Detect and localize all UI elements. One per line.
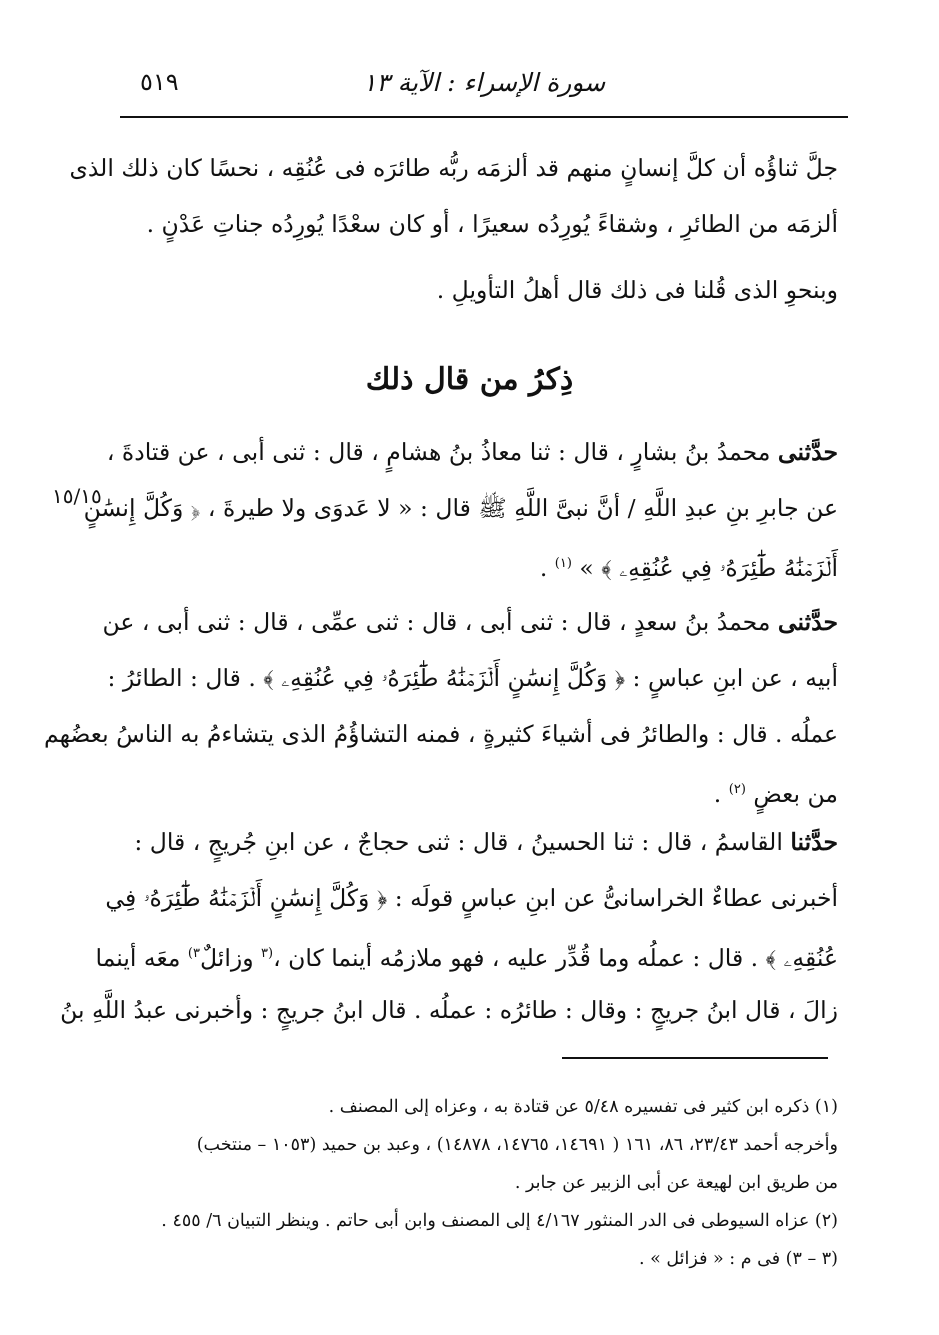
paragraph-2 <box>118 262 838 318</box>
hadith-1 <box>83 424 838 592</box>
footnote-1: (١) ذكره ابن كثير فى تفسيره ٥/٤٨ عن قتادة به ، وعزاه إلى المصنف . <box>328 1097 838 1117</box>
footnote-1-continued: وأخرجه أحمد ٢٣/٤٣، ٨٦، ١٦١ ( ١٤٦٩١، ١٤٧٦٥، ١٤٨٧٨) ، وعبد بن حميد (١٠٥٣ – منتخب) <box>196 1135 838 1155</box>
hadith-3-lead: حدَّثنا <box>790 828 838 856</box>
footnote-3: (٣ – ٣) فى م : « فزائل » . <box>639 1249 838 1269</box>
hadith-3-line-1 <box>118 814 838 870</box>
page-header <box>120 60 848 118</box>
hadith-2-line-2: أبيه ، عن ابنِ عباسٍ : ﴿ وَكُلَّ إِنسَٰنٍ أَلۡزَمۡنَٰهُ طَٰٓئِرَهُۥ فِي عُنُقِهِۦ ﴾ . قال : الطائرُ : <box>107 664 838 692</box>
paragraph-1-line-1: جلَّ ثناؤُه أن كلَّ إنسانٍ منهم قد ألزمَه ربُّه طائرَه فى عُنُقِه ، نحسًا كان ذلك الذى <box>69 154 838 182</box>
hadith-2 <box>43 594 838 818</box>
footnote-2: (٢) عزاه السيوطى فى الدر المنثور ٤/١٦٧ إلى المصنف وابن أبى حاتم . وينظر التبيان ٦/ ٤٥٥ . <box>161 1211 838 1231</box>
hadith-1-line-1 <box>106 424 838 480</box>
footnote-1-continued-2: من طريق ابن لهيعة عن أبى الزبير عن جابر . <box>514 1173 838 1193</box>
footnote-marker-3-close: ٣) <box>187 946 200 961</box>
paragraph-1 <box>69 140 838 252</box>
hadith-1-line-2: عن جابرِ بنِ عبدِ اللَّهِ / أنَّ نبىَّ اللَّهِ ﷺ قال : « لا عَدوَى ولا طيرةَ ، ﴿ وَكُلَّ إِنسَٰنٍ <box>83 494 838 522</box>
footnote-marker-2: (٢) <box>728 782 746 797</box>
hadith-3 <box>60 814 838 1038</box>
paragraph-2-line: وبنحوِ الذى قُلنا فى ذلك قال أهلُ التأويلِ . <box>436 276 838 304</box>
paragraph-1-line-2: ألزمَه من الطائرِ ، وشقاءً يُورِدُه سعيرًا ، أو كان سعْدًا يُورِدُه جناتِ عَدْنٍ . <box>146 210 838 238</box>
running-title: سورة الإسراء : الآية ١٣ <box>362 68 606 97</box>
hadith-1-lead: حدَّثنى <box>777 438 838 466</box>
hadith-3-line-3-text-a: عُنُقِهِۦ ﴾ . قال : عملُه وما قُدِّر عليه ، فهو ملازمُه أينما كان ، <box>273 943 838 972</box>
hadith-3-line-3 <box>95 926 838 982</box>
hadith-2-line-1-text: محمدُ بنُ سعدٍ ، قال : ثنى أبى ، قال : ثنى عمِّى ، قال : ثنى أبى ، عن <box>102 608 778 636</box>
margin-reference: ١٥/١٥ <box>52 484 102 508</box>
hadith-2-line-4: من بعضٍ $^{(٢)}$ . <box>713 779 838 808</box>
page-number: ٥١٩ <box>140 68 179 96</box>
footnote-marker-1: (١) <box>554 556 572 571</box>
hadith-3-line-3-text-c: معَه أينما <box>95 943 188 972</box>
hadith-2-line-3: عملُه . قال : والطائرُ فى أشياءَ كثيرةٍ ، فمنه التشاؤُمُ الذى يتشاءمُ به الناسُ بعضُهم <box>43 720 838 748</box>
hadith-2-lead: حدَّثنى <box>777 608 838 636</box>
footnote-marker-3-open: (٣ <box>261 946 274 961</box>
hadith-3-line-2: أخبرنى عطاءٌ الخراسانىُّ عن ابنِ عباسٍ قولَه : ﴿ وَكُلَّ إِنسَٰنٍ أَلۡزَمۡنَٰهُ طَٰٓئِرَهُۥ فِي <box>105 884 838 912</box>
hadith-3-line-1-text: القاسمُ ، قال : ثنا الحسينُ ، قال : ثنى حجاجٌ ، عن ابنِ جُريجٍ ، قال : <box>134 828 791 856</box>
section-heading: ذِكرُ من قال ذلك <box>365 362 574 397</box>
hadith-2-line-1 <box>102 594 838 650</box>
hadith-2-line-4-text: من بعضٍ <box>753 779 838 808</box>
hadith-1-line-1-text: محمدُ بنُ بشارٍ ، قال : ثنا معاذُ بنُ هشامٍ ، قال : ثنى أبى ، عن قتادةَ ، <box>106 438 778 466</box>
footnote-divider <box>562 1057 828 1059</box>
hadith-1-line-3-text: أَلۡزَمۡنَٰهُ طَٰٓئِرَهُۥ فِي عُنُقِهِۦ ﴾ » <box>579 553 838 582</box>
hadith-1-line-3: أَلۡزَمۡنَٰهُ طَٰٓئِرَهُۥ فِي عُنُقِهِۦ ﴾ » $^{(١)}$ . <box>539 553 838 582</box>
footnotes <box>118 1088 838 1278</box>
hadith-3-line-3-text-b: وزائلٌ <box>199 943 262 972</box>
hadith-3-line-4: زالَ ، قال ابنُ جريجٍ : وقال : طائرُه : عملُه . قال ابنُ جريجٍ : وأخبرنى عبدُ اللَّهِ بنُ <box>60 996 838 1024</box>
